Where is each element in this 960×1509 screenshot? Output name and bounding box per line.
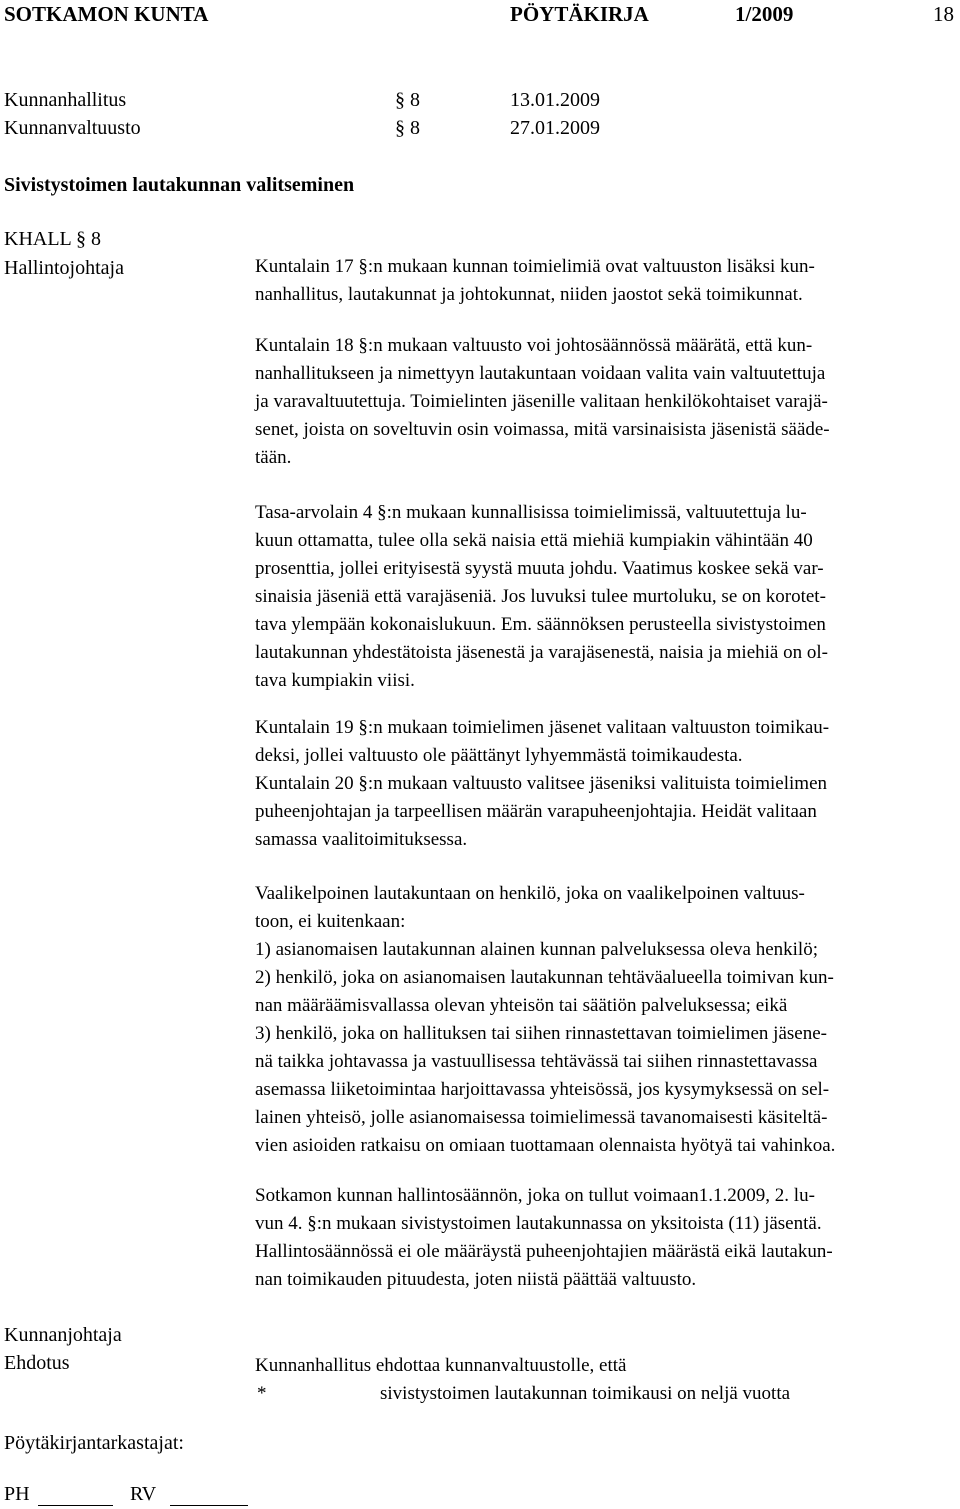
proposal-label: Ehdotus: [4, 1352, 70, 1374]
meta-body-2: Kunnanvaltuusto: [4, 117, 141, 139]
paragraph-line: tään.: [255, 447, 292, 468]
paragraph-line: lautakunnan yhdestätoista jäsenestä ja varajäsenestä, naisia ja miehiä on ol-: [255, 642, 828, 663]
paragraph-line: samassa vaalitoimituksessa.: [255, 829, 468, 850]
meta-date-1: 13.01.2009: [510, 89, 600, 111]
checkers-label: Pöytäkirjantarkastajat:: [4, 1432, 184, 1454]
paragraph-line: 1) asianomaisen lautakunnan alainen kunnan palveluksessa oleva henkilö;: [255, 939, 818, 960]
paragraph-line: vien asioiden ratkaisu on omiaan tuottamaan olennaista hyötyä tai vahinkoa.: [255, 1135, 836, 1156]
paragraph-line: toon, ei kuitenkaan:: [255, 911, 406, 932]
paragraph-line: ja varavaltuutettuja. Toimielinten jäsenille valitaan henkilökohtaiset varajä-: [255, 391, 828, 412]
signature-line-rv: [170, 1505, 248, 1506]
case-preparer: Hallintojohtaja: [4, 257, 124, 279]
paragraph-line: puheenjohtajan ja tarpeellisen määrän varapuheenjohtajia. Heidät valitaan: [255, 801, 817, 822]
meta-date-2: 27.01.2009: [510, 117, 600, 139]
paragraph-line: lainen yhteisö, jolle asianomaisessa toimielimessä tavanomaisesti käsiteltä-: [255, 1107, 828, 1128]
checker-initials-rv: RV: [130, 1483, 157, 1505]
paragraph-line: nä taikka johtavassa ja vastuullisessa tehtävässä tai siihen rinnastettavassa: [255, 1051, 818, 1072]
proposal-text: Kunnanhallitus ehdottaa kunnanvaltuustolle, että: [255, 1355, 627, 1376]
paragraph-line: Vaalikelpoinen lautakuntaan on henkilö, joka on vaalikelpoinen valtuus-: [255, 883, 805, 904]
header-doc-type: PÖYTÄKIRJA: [510, 2, 649, 26]
paragraph-line: tava ylempään kokonaislukuun. Em. säännöksen perusteella sivistystoimen: [255, 614, 826, 635]
paragraph-line: sinaisia jäseniä että varajäseniä. Jos luvuksi tulee murtoluku, se on korotet-: [255, 586, 826, 607]
paragraph-line: Kuntalain 17 §:n mukaan kunnan toimielimiä ovat valtuuston lisäksi kun-: [255, 256, 815, 277]
header-issue: 1/2009: [735, 2, 794, 26]
paragraph-line: prosenttia, jollei erityisestä syystä muuta johdu. Vaatimus koskee sekä var-: [255, 558, 824, 579]
paragraph-line: senet, joista on soveltuvin osin voimassa, mitä varsinaisista jäsenistä sääde-: [255, 419, 830, 440]
paragraph-line: Sotkamon kunnan hallintosäännön, joka on tullut voimaan1.1.2009, 2. lu-: [255, 1185, 815, 1206]
paragraph-line: deksi, jollei valtuusto ole päättänyt lyhyemmästä toimikaudesta.: [255, 745, 743, 766]
paragraph-2: [255, 335, 960, 475]
paragraph-line: 2) henkilö, joka on asianomaisen lautakunnan tehtäväalueella toimivan kun-: [255, 967, 834, 988]
paragraph-line: nan toimikauden pituudesta, joten niistä päättää valtuusto.: [255, 1269, 697, 1290]
meta-section-1: § 8: [395, 89, 420, 111]
signature-line-ph: [38, 1505, 113, 1506]
paragraph-line: tava kumpiakin viisi.: [255, 670, 415, 691]
case-ref: KHALL § 8: [4, 228, 102, 250]
paragraph-line: nanhallitus, lautakunnat ja johtokunnat, niiden jaostot sekä toimikunnat.: [255, 284, 803, 305]
paragraph-line: nan määräämisvallassa olevan yhteisön tai säätiön palveluksessa; eikä: [255, 995, 788, 1016]
proposal-bullet: *: [257, 1383, 267, 1404]
checker-initials-ph: PH: [4, 1483, 30, 1505]
paragraph-line: Kuntalain 18 §:n mukaan valtuusto voi johtosäännössä määrätä, että kun-: [255, 335, 813, 356]
paragraph-line: Kuntalain 20 §:n mukaan valtuusto valitsee jäseniksi valituista toimielimen: [255, 773, 828, 794]
paragraph-line: asemassa liiketoimintaa harjoittavassa yhteisössä, jos kysymyksessä on sel-: [255, 1079, 830, 1100]
paragraph-line: Hallintosäännössä ei ole määräystä puheenjohtajien määrästä eikä lautakun-: [255, 1241, 833, 1262]
meta-body-1: Kunnanhallitus: [4, 89, 127, 111]
paragraph-1: [255, 256, 960, 312]
paragraph-3: [255, 502, 960, 698]
page-number: 18: [933, 2, 954, 26]
paragraph-line: Kuntalain 19 §:n mukaan toimielimen jäsenet valitaan valtuuston toimikau-: [255, 717, 830, 738]
subject-title: Sivistystoimen lautakunnan valitseminen: [4, 174, 355, 196]
proposal-presenter: Kunnanjohtaja: [4, 1324, 122, 1346]
paragraph-line: nanhallitukseen ja nimettyyn lautakuntaan voidaan valita vain valtuutettuja: [255, 363, 826, 384]
proposal-item: sivistystoimen lautakunnan toimikausi on neljä vuotta: [380, 1383, 791, 1404]
paragraph-5: [255, 883, 960, 1163]
paragraph-line: Tasa-arvolain 4 §:n mukaan kunnallisissa toimielimissä, valtuutettuja lu-: [255, 502, 807, 523]
paragraph-line: 3) henkilö, joka on hallituksen tai siihen rinnastettavan toimielimen jäsene-: [255, 1023, 827, 1044]
header-municipality: SOTKAMON KUNTA: [4, 2, 209, 26]
paragraph-line: vun 4. §:n mukaan sivistystoimen lautakunnassa on yksitoista (11) jäsentä.: [255, 1213, 822, 1234]
paragraph-4: [255, 717, 960, 857]
paragraph-6: [255, 1185, 960, 1297]
paragraph-line: kuun ottamatta, tulee olla sekä naisia että miehiä kumpiakin vähintään 40: [255, 530, 813, 551]
meta-section-2: § 8: [395, 117, 420, 139]
